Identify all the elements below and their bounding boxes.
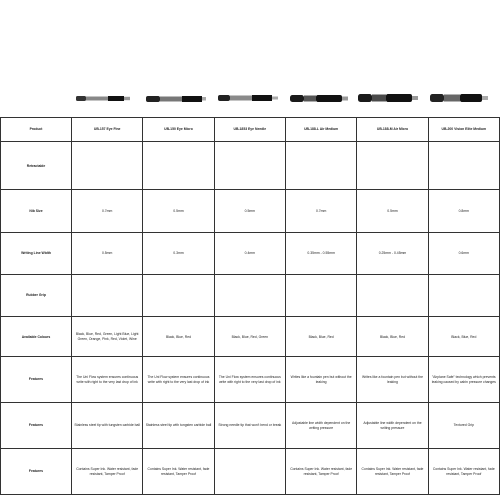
table-cell: Contains Super Ink. Water resistant, fade resistant, Tamper Proof bbox=[72, 449, 143, 495]
table-row bbox=[1, 449, 500, 495]
table-cell: Writes like a fountain pen but without the leaking bbox=[357, 357, 428, 403]
product-name: UB-188-L Air Medium bbox=[285, 118, 356, 142]
row-header: Features bbox=[1, 357, 72, 403]
row-header: Retractable bbox=[1, 142, 72, 190]
table-cell bbox=[214, 449, 285, 495]
table-cell: Contains Super Ink. Water resistant, fade resistant, Tamper Proof bbox=[428, 449, 499, 495]
table-cell: Black, Blue, Red bbox=[428, 317, 499, 357]
table-cell bbox=[285, 275, 356, 317]
row-header: Available Colours bbox=[1, 317, 72, 357]
table-cell bbox=[214, 275, 285, 317]
table-cell: 0.35mm - 0.55mm bbox=[285, 232, 356, 274]
table-row bbox=[1, 403, 500, 449]
pen-ub-188-m-image bbox=[358, 94, 418, 102]
table-cell: Contains Super Ink. Water resistant, fade resistant, Tamper Proof bbox=[357, 449, 428, 495]
table-cell: Textured Grip bbox=[428, 403, 499, 449]
table-row bbox=[1, 232, 500, 274]
pen-images-strip bbox=[0, 84, 500, 114]
table-cell: 0.4mm bbox=[214, 232, 285, 274]
table-row bbox=[1, 142, 500, 190]
table-row bbox=[1, 317, 500, 357]
row-header: Features bbox=[1, 449, 72, 495]
table-cell: 0.8mm bbox=[428, 190, 499, 232]
table-cell: Writes like a fountain pen but without the leaking bbox=[285, 357, 356, 403]
table-cell bbox=[285, 142, 356, 190]
table-cell: The Uni Flow system ensures continuous write with right to the very last drop of ink bbox=[214, 357, 285, 403]
product-name: UB-200 Vision Elite Medium bbox=[428, 118, 499, 142]
table-cell: 0.5mm bbox=[72, 232, 143, 274]
table-cell: Black, Blue, Red bbox=[285, 317, 356, 357]
table-cell: Adjustable line width dependent on the writing pressure bbox=[357, 403, 428, 449]
table-cell: 0.5mm bbox=[357, 190, 428, 232]
product-name: UB-1853 Eye Needle bbox=[214, 118, 285, 142]
table-cell: Contains Super Ink. Water resistant, fade resistant, Tamper Proof bbox=[285, 449, 356, 495]
table-cell bbox=[143, 275, 214, 317]
row-header: Rubber Grip bbox=[1, 275, 72, 317]
pen-ub-157-image bbox=[76, 96, 130, 101]
table-row bbox=[1, 357, 500, 403]
table-cell bbox=[143, 142, 214, 190]
table-cell bbox=[214, 142, 285, 190]
product-name: UB-150 Eye Micro bbox=[143, 118, 214, 142]
table-cell: Black, Blue, Red bbox=[143, 317, 214, 357]
table-cell: The Uni Flow system ensures continuous write with right to the very last drop of ink bbox=[143, 357, 214, 403]
table-cell bbox=[428, 275, 499, 317]
table-row bbox=[1, 190, 500, 232]
table-cell: Adjustable line width dependent on the writing pressure bbox=[285, 403, 356, 449]
product-name: UB-188-M Air Micro bbox=[357, 118, 428, 142]
table-cell: Black, Blue, Red, Green, Light Blue, Light Green, Orange, Pink, Red, Violet, Wine bbox=[72, 317, 143, 357]
table-cell bbox=[357, 275, 428, 317]
table-cell: The Uni Flow system ensures continuous write with right to the very last drop of ink bbox=[72, 357, 143, 403]
header-row bbox=[1, 118, 500, 142]
table-cell: 0.3mm bbox=[143, 232, 214, 274]
table-cell: 0.7mm bbox=[285, 190, 356, 232]
table-cell: 0.5mm bbox=[214, 190, 285, 232]
table-cell: Black, Blue, Red bbox=[357, 317, 428, 357]
table-cell: Stainless steel tip with tungsten carbide ball bbox=[72, 403, 143, 449]
pen-ub-150-image bbox=[146, 96, 206, 102]
pen-ub-200-image bbox=[430, 94, 488, 102]
row-header: Nib Size bbox=[1, 190, 72, 232]
table-cell: Black, Blue, Red, Green bbox=[214, 317, 285, 357]
table-cell bbox=[72, 142, 143, 190]
table-cell: 0.6mm bbox=[428, 232, 499, 274]
table-cell: Stainless steel tip with tungsten carbide ball bbox=[143, 403, 214, 449]
pen-images bbox=[0, 84, 500, 114]
table-row bbox=[1, 275, 500, 317]
table-cell: 0.5mm bbox=[143, 190, 214, 232]
product-name: UB-157 Eye Fine bbox=[72, 118, 143, 142]
table-cell: Strong needle tip that won't bend or break bbox=[214, 403, 285, 449]
row-header: Writing Line Width bbox=[1, 232, 72, 274]
pen-ub-1853-image bbox=[218, 95, 278, 101]
row-header-product: Product bbox=[1, 118, 72, 142]
comparison-table bbox=[0, 117, 500, 495]
table-cell: 0.7mm bbox=[72, 190, 143, 232]
table-cell: 0.25mm - 0.45mm bbox=[357, 232, 428, 274]
table-cell: "Airplane Safe" technology which prevents leaking caused by cabin pressure changes bbox=[428, 357, 499, 403]
table-cell bbox=[357, 142, 428, 190]
pen-ub-188-l-image bbox=[290, 95, 348, 102]
row-header: Features bbox=[1, 403, 72, 449]
table-cell bbox=[72, 275, 143, 317]
table-cell: Contains Super Ink. Water resistant, fade resistant, Tamper Proof bbox=[143, 449, 214, 495]
table-cell bbox=[428, 142, 499, 190]
